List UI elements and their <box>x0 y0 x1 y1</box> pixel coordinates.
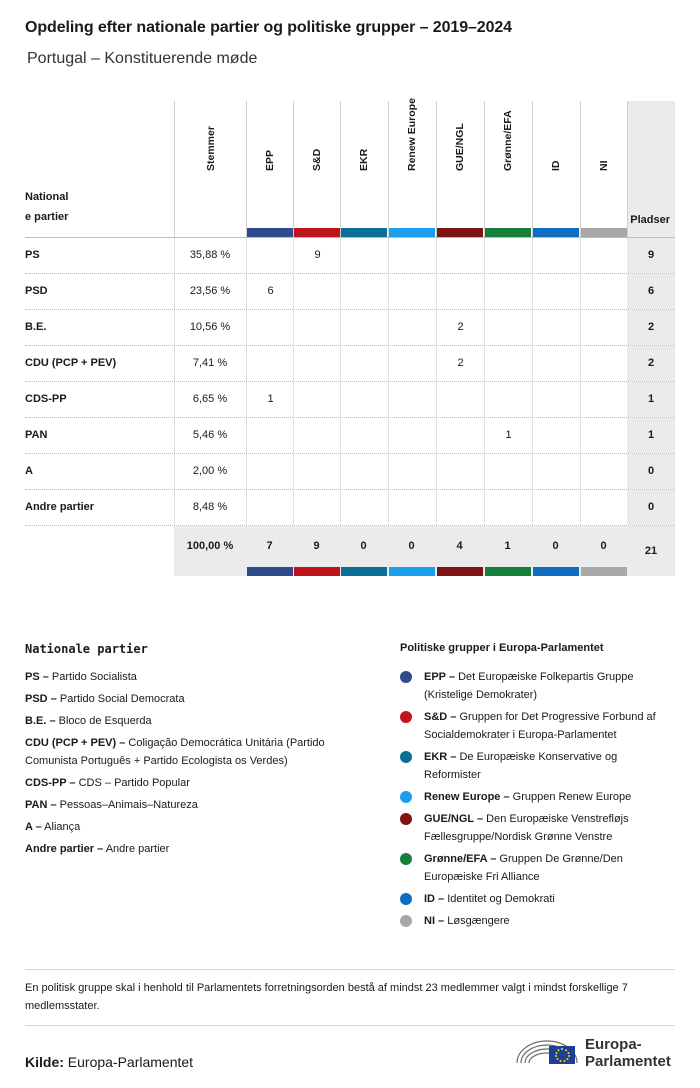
group-header-s-d: S&D <box>311 148 323 171</box>
row-seat-cell-s-d <box>293 310 341 345</box>
europarl-logo <box>515 1033 680 1073</box>
group-legend-item: Renew Europe – Gruppen Renew Europe <box>400 788 675 806</box>
row-seat-cell-epp: 1 <box>246 382 294 417</box>
group-color-dot-icon <box>400 791 412 803</box>
total-seats-renew-europe: 0 <box>408 540 415 552</box>
row-seat-cell-s-d: 9 <box>293 238 341 273</box>
page-subtitle: Portugal – Konstituerende møde <box>27 50 258 67</box>
group-header-epp: EPP <box>264 149 276 171</box>
groups-legend-heading: Politiske grupper i Europa-Parlamentet <box>400 642 604 654</box>
group-color-bar-ekr <box>341 228 387 237</box>
row-seat-cell-ni <box>580 346 628 381</box>
national-parties-legend <box>25 642 365 862</box>
row-seat-cell-id <box>532 382 580 417</box>
row-seat-cell-ni <box>580 382 628 417</box>
total-seats-ekr: 0 <box>360 540 367 552</box>
logo-text-line2: Parlamentet <box>585 1053 671 1070</box>
total-color-bar-ekr <box>341 567 387 576</box>
source-line <box>25 1054 193 1070</box>
group-color-dot-icon <box>400 813 412 825</box>
footnote: En politisk gruppe skal i henhold til Parlamentets forretningsorden bestå af mindst 23 medlemmer valgt i mindst forskellige 7 medlemsstater. <box>25 969 675 1026</box>
row-seat-cell-epp <box>246 490 294 525</box>
row-total-seats: 1 <box>627 418 675 453</box>
total-color-bar-grønne-efa <box>485 567 531 576</box>
row-party: B.E. <box>25 321 47 333</box>
header-column-divider <box>246 101 247 237</box>
parliament-building-icon <box>515 1033 579 1069</box>
table-header <box>25 98 675 238</box>
row-seat-cell-ni <box>580 274 628 309</box>
row-seat-cell-id <box>532 238 580 273</box>
national-legend-item: PS – Partido Socialista <box>25 671 137 683</box>
header-column-divider <box>388 101 389 237</box>
row-seat-cell-ekr <box>340 454 388 489</box>
row-party: PS <box>25 249 40 261</box>
group-color-bar-id <box>533 228 579 237</box>
national-legend-heading: Nationale partier <box>25 642 148 656</box>
row-votes: 2,00 % <box>192 465 228 477</box>
header-column-divider <box>174 101 175 237</box>
row-party: PSD <box>25 285 48 297</box>
row-seat-cell-gue-ngl <box>436 418 484 453</box>
group-color-bar-epp <box>247 228 293 237</box>
row-seat-cell-gue-ngl <box>436 274 484 309</box>
national-legend-item: CDS-PP – CDS – Partido Popular <box>25 777 190 789</box>
total-color-bar-id <box>533 567 579 576</box>
row-total-seats: 0 <box>627 454 675 489</box>
row-seat-cell-id <box>532 454 580 489</box>
row-seat-cell-gue-ngl <box>436 238 484 273</box>
row-total-seats: 1 <box>627 382 675 417</box>
row-seat-cell-epp: 6 <box>246 274 294 309</box>
total-seats-id: 0 <box>552 540 559 552</box>
row-party: CDS-PP <box>25 393 67 405</box>
group-color-dot-icon <box>400 751 412 763</box>
row-seat-cell-id <box>532 490 580 525</box>
row-seat-cell-id <box>532 346 580 381</box>
row-seat-cell-renew-europe <box>388 418 436 453</box>
total-seats-epp: 7 <box>266 540 273 552</box>
row-party: Andre partier <box>25 501 95 513</box>
header-column-divider <box>627 101 628 237</box>
row-seat-cell-ni <box>580 418 628 453</box>
header-column-divider <box>293 101 294 237</box>
row-votes: 23,56 % <box>189 285 231 297</box>
row-votes: 8,48 % <box>192 501 228 513</box>
header-column-divider <box>340 101 341 237</box>
group-legend-item: S&D – Gruppen for Det Progressive Forbund af Socialdemokrater i Europa-Parlamentet <box>400 708 675 744</box>
row-seat-cell-epp <box>246 238 294 273</box>
group-header-id: ID <box>550 160 562 171</box>
group-header-renew-europe: Renew Europe <box>406 98 418 171</box>
group-color-bar-gue-ngl <box>437 228 483 237</box>
row-seat-cell-epp <box>246 454 294 489</box>
row-seat-cell-epp <box>246 346 294 381</box>
group-color-dot-icon <box>400 711 412 723</box>
row-seat-cell-s-d <box>293 490 341 525</box>
header-column-divider <box>532 101 533 237</box>
group-header-ni: NI <box>598 160 610 171</box>
group-legend-item: GUE/NGL – Den Europæiske Venstrefløjs Fællesgruppe/Nordisk Grønne Venstre <box>400 810 675 846</box>
national-legend-item: B.E. – Bloco de Esquerda <box>25 715 152 727</box>
row-votes: 35,88 % <box>189 249 231 261</box>
group-color-dot-icon <box>400 853 412 865</box>
total-color-bar-epp <box>247 567 293 576</box>
total-seats-grønne-efa: 1 <box>504 540 511 552</box>
group-color-dot-icon <box>400 671 412 683</box>
row-seat-cell-id <box>532 418 580 453</box>
group-header-gue-ngl: GUE/NGL <box>454 123 466 171</box>
row-party: A <box>25 465 33 477</box>
row-seat-cell-s-d <box>293 346 341 381</box>
row-seat-cell-id <box>532 274 580 309</box>
row-seat-cell-ni <box>580 490 628 525</box>
total-seats-gue-ngl: 4 <box>456 540 463 552</box>
total-seats-s-d: 9 <box>313 540 320 552</box>
row-votes: 7,41 % <box>192 357 228 369</box>
source-value: Europa-Parlamentet <box>67 1054 194 1070</box>
row-seat-cell-ekr <box>340 346 388 381</box>
row-party: CDU (PCP + PEV) <box>25 357 117 369</box>
row-seat-cell-ekr <box>340 418 388 453</box>
table-row <box>25 310 675 346</box>
table-row <box>25 346 675 382</box>
group-legend-item: ID – Identitet og Demokrati <box>400 890 675 908</box>
group-color-bar-grønne-efa <box>485 228 531 237</box>
political-groups-legend <box>400 642 675 934</box>
row-total-seats: 2 <box>627 346 675 381</box>
row-seat-cell-s-d <box>293 274 341 309</box>
group-legend-item: NI – Løsgængere <box>400 912 675 930</box>
row-seat-cell-gue-ngl <box>436 382 484 417</box>
row-total-seats: 9 <box>627 238 675 273</box>
row-seat-cell-renew-europe <box>388 238 436 273</box>
row-seat-cell-ekr <box>340 490 388 525</box>
table-row <box>25 238 675 274</box>
group-color-bar-s-d <box>294 228 340 237</box>
totals-row <box>25 526 675 576</box>
row-seat-cell-renew-europe <box>388 490 436 525</box>
national-legend-item: PAN – Pessoas–Animais–Natureza <box>25 799 198 811</box>
votes-header: Stemmer <box>205 126 217 171</box>
row-seat-cell-gue-ngl <box>436 490 484 525</box>
row-seat-cell-epp <box>246 310 294 345</box>
grand-total-seats: 21 <box>644 545 658 557</box>
total-color-bar-ni <box>581 567 627 576</box>
row-seat-cell-renew-europe <box>388 274 436 309</box>
row-seat-cell-ekr <box>340 310 388 345</box>
group-color-bar-ni <box>581 228 627 237</box>
row-votes: 10,56 % <box>189 321 231 333</box>
national-legend-item: Andre partier – Andre partier <box>25 843 170 855</box>
row-seat-cell-s-d <box>293 418 341 453</box>
row-seat-cell-renew-europe <box>388 310 436 345</box>
row-seat-cell-ekr <box>340 382 388 417</box>
row-seat-cell-gue-ngl: 2 <box>436 310 484 345</box>
row-seat-cell-grønne-efa <box>484 346 532 381</box>
row-seat-cell-gue-ngl <box>436 454 484 489</box>
total-color-bar-gue-ngl <box>437 567 483 576</box>
row-votes: 6,65 % <box>192 393 228 405</box>
row-seat-cell-renew-europe <box>388 382 436 417</box>
row-party: PAN <box>25 429 48 441</box>
total-color-bar-s-d <box>294 567 340 576</box>
seats-header: Pladser <box>630 214 670 226</box>
national-legend-item: PSD – Partido Social Democrata <box>25 693 185 705</box>
total-votes: 100,00 % <box>186 540 234 552</box>
logo-text-line1: Europa- <box>585 1036 642 1053</box>
table-row <box>25 490 675 526</box>
group-header-grønne-efa: Grønne/EFA <box>502 110 514 171</box>
row-votes: 5,46 % <box>192 429 228 441</box>
group-legend-item: Grønne/EFA – Gruppen De Grønne/Den Europæiske Fri Alliance <box>400 850 675 886</box>
row-seat-cell-grønne-efa <box>484 238 532 273</box>
row-seat-cell-s-d <box>293 454 341 489</box>
row-seat-cell-grønne-efa <box>484 490 532 525</box>
row-total-seats: 2 <box>627 310 675 345</box>
group-color-dot-icon <box>400 915 412 927</box>
header-column-divider <box>436 101 437 237</box>
group-legend-item: EPP – Det Europæiske Folkepartis Gruppe (Kristelige Demokrater) <box>400 668 675 704</box>
table-row <box>25 418 675 454</box>
header-column-divider <box>580 101 581 237</box>
row-seat-cell-grønne-efa: 1 <box>484 418 532 453</box>
national-parties-header: National e partier <box>25 191 69 223</box>
group-color-dot-icon <box>400 893 412 905</box>
row-seat-cell-ni <box>580 310 628 345</box>
row-seat-cell-id <box>532 310 580 345</box>
row-seat-cell-grønne-efa <box>484 274 532 309</box>
source-label: Kilde: <box>25 1054 64 1070</box>
row-seat-cell-s-d <box>293 382 341 417</box>
row-seat-cell-ni <box>580 238 628 273</box>
group-legend-item: EKR – De Europæiske Konservative og Reformister <box>400 748 675 784</box>
row-seat-cell-ni <box>580 454 628 489</box>
table-body <box>25 238 675 526</box>
group-header-ekr: EKR <box>358 148 370 171</box>
group-color-bar-renew-europe <box>389 228 435 237</box>
row-seat-cell-ekr <box>340 274 388 309</box>
table-row <box>25 454 675 490</box>
row-seat-cell-grønne-efa <box>484 454 532 489</box>
table-row <box>25 274 675 310</box>
total-seats-ni: 0 <box>600 540 607 552</box>
table-row <box>25 382 675 418</box>
row-seat-cell-grønne-efa <box>484 310 532 345</box>
row-seat-cell-grønne-efa <box>484 382 532 417</box>
page-title: Opdeling efter nationale partier og politiske grupper – 2019–2024 <box>25 19 512 36</box>
row-total-seats: 6 <box>627 274 675 309</box>
row-seat-cell-renew-europe <box>388 346 436 381</box>
row-seat-cell-epp <box>246 418 294 453</box>
row-total-seats: 0 <box>627 490 675 525</box>
seat-table <box>25 98 675 576</box>
national-legend-item: CDU (PCP + PEV) – Coligação Democrática Unitária (Partido Comunista Português + Partido Ecologista os Verdes) <box>25 737 325 767</box>
row-seat-cell-gue-ngl: 2 <box>436 346 484 381</box>
total-color-bar-renew-europe <box>389 567 435 576</box>
row-seat-cell-ekr <box>340 238 388 273</box>
row-seat-cell-renew-europe <box>388 454 436 489</box>
national-legend-item: A – Aliança <box>25 821 81 833</box>
header-column-divider <box>484 101 485 237</box>
